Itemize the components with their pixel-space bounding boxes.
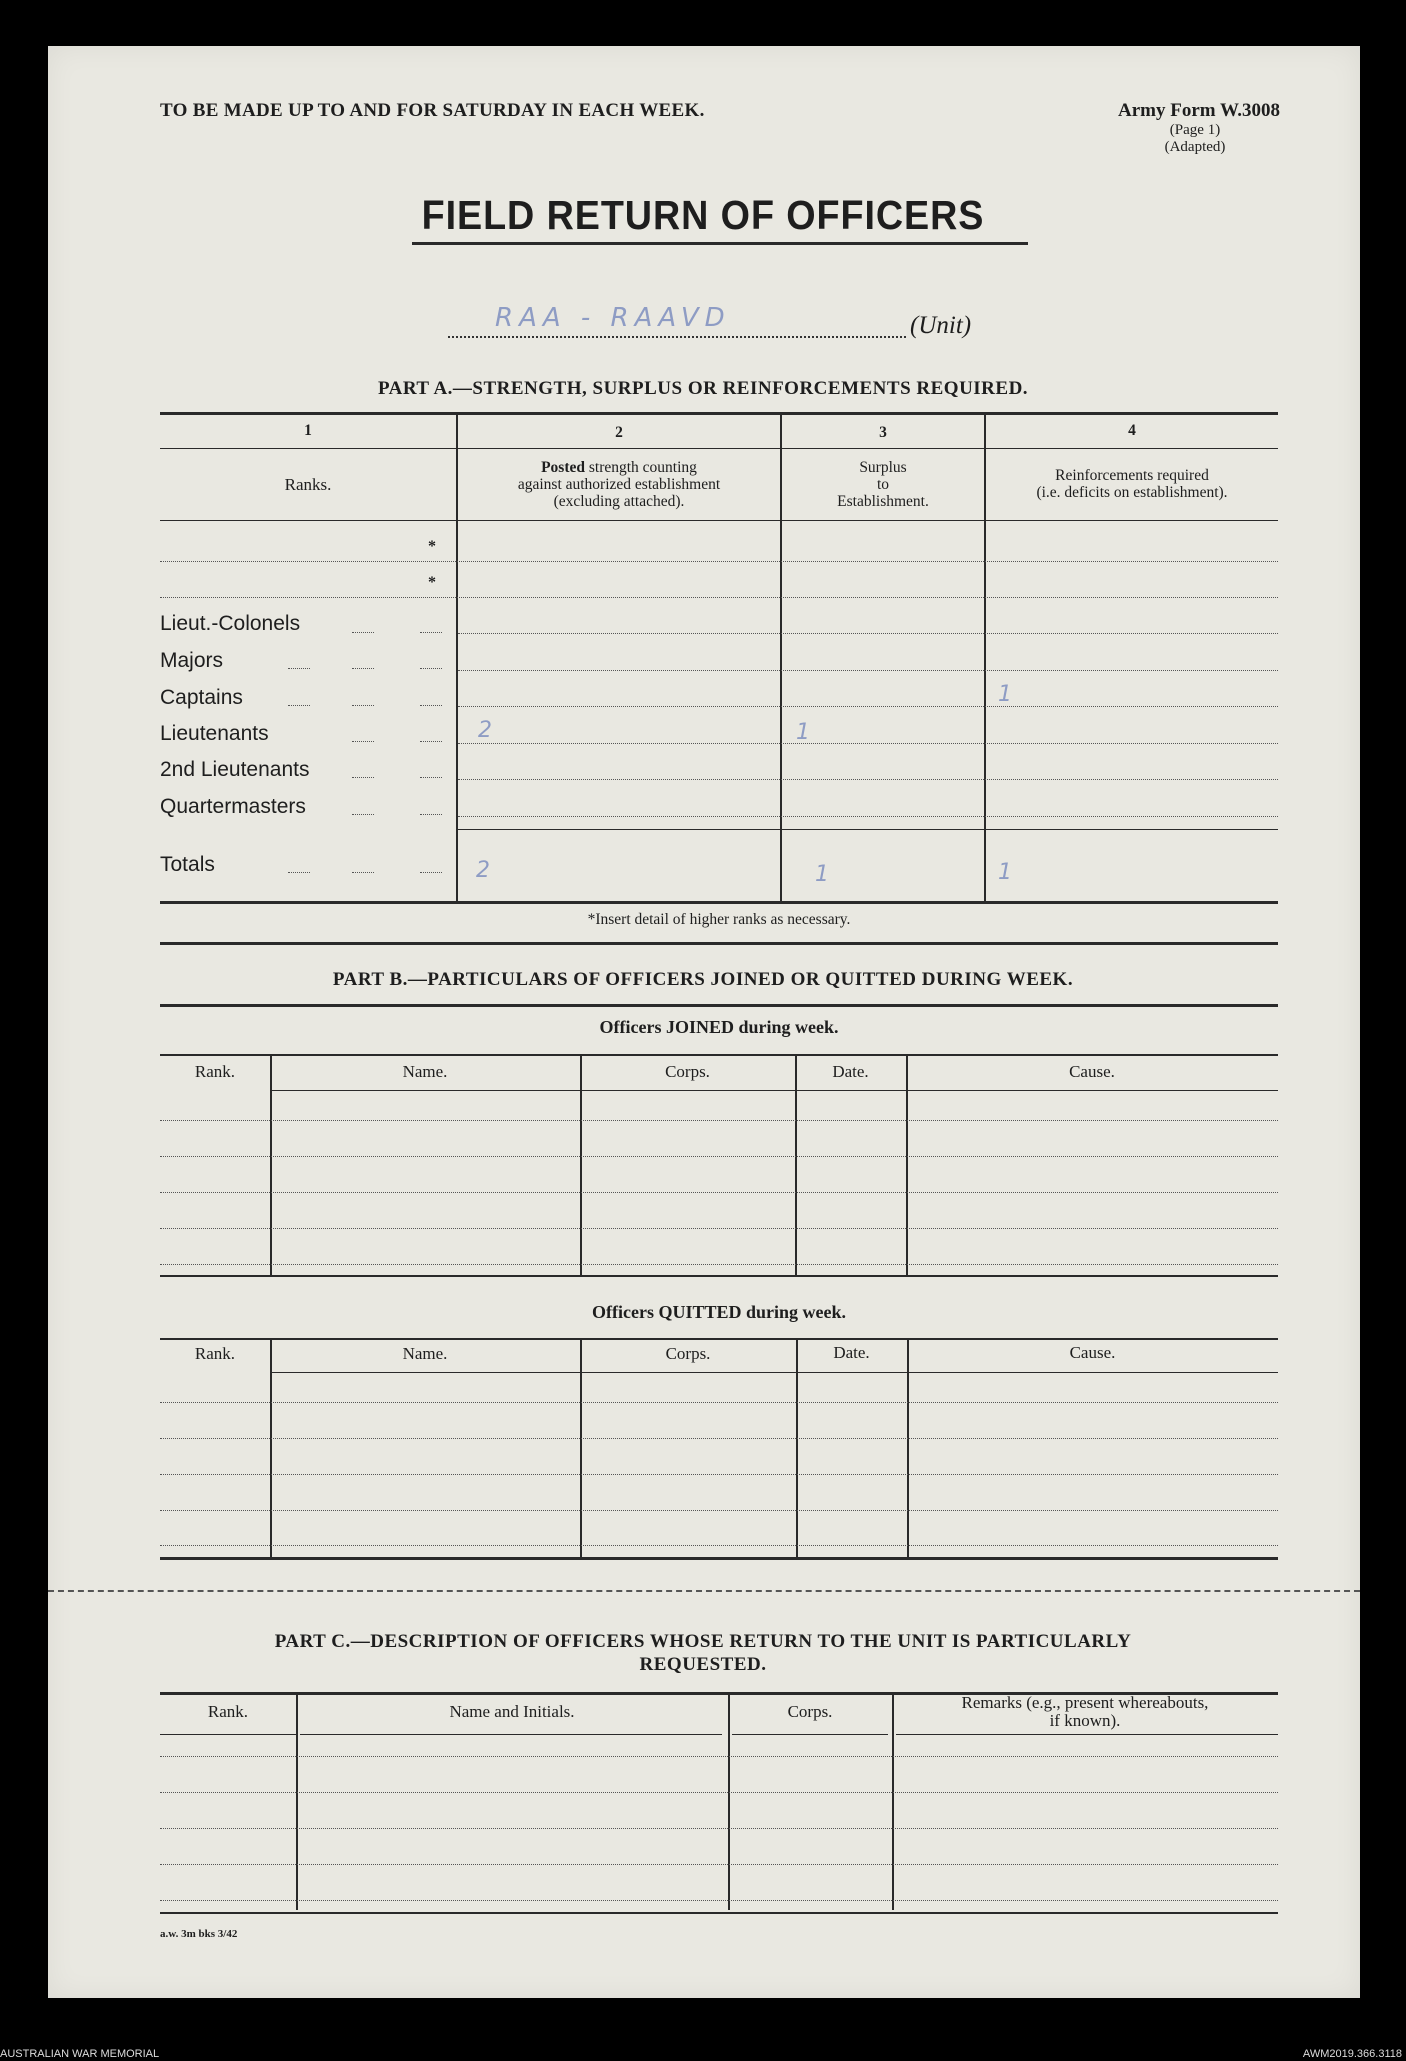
part-c-row-line xyxy=(160,1792,1278,1793)
page-title: FIELD RETURN OF OFFICERS xyxy=(421,192,985,238)
totals-label: Totals xyxy=(160,853,215,876)
part-c-col-remarks-line1: Remarks (e.g., present whereabouts, xyxy=(961,1693,1209,1712)
joined-divider xyxy=(580,1055,582,1275)
quitted-col-corps: Corps. xyxy=(665,1344,711,1363)
leader-dots xyxy=(352,872,374,873)
rank-label: Lieutenants xyxy=(160,722,269,745)
print-code: a.w. 3m bks 3/42 xyxy=(160,1928,238,1940)
quitted-row-line xyxy=(160,1510,1278,1511)
leader-dots xyxy=(352,668,374,669)
quitted-col-rank: Rank. xyxy=(194,1344,236,1363)
part-a-row-line xyxy=(458,743,1278,744)
joined-row-line xyxy=(160,1156,1278,1157)
part-a-row-line xyxy=(160,597,1278,598)
posted-header-rest: strength counting xyxy=(584,459,697,476)
leader-dots xyxy=(420,814,442,815)
quitted-row-line xyxy=(160,1545,1278,1546)
leader-dots xyxy=(288,872,310,873)
page-label: (Page 1) xyxy=(1169,122,1221,138)
quitted-row-line xyxy=(160,1438,1278,1439)
lieutenants-posted-value: 2 xyxy=(478,718,492,743)
part-c-head-rule xyxy=(160,1734,296,1735)
part-c-title-line2: REQUESTED. xyxy=(639,1654,767,1675)
joined-divider xyxy=(270,1055,272,1275)
surplus-header-line1: Surplus xyxy=(859,459,907,476)
leader-dots xyxy=(420,741,442,742)
joined-col-name: Name. xyxy=(402,1062,448,1081)
leader-dots xyxy=(420,872,442,873)
reinforcements-header xyxy=(986,467,1278,501)
quitted-col-date: Date. xyxy=(833,1343,870,1362)
joined-top-rule xyxy=(160,1054,1278,1056)
rank-label: Captains xyxy=(160,686,243,709)
joined-bottom-rule xyxy=(160,1275,1278,1277)
totals-reinforcements-value: 1 xyxy=(998,860,1012,885)
footer-institution: AUSTRALIAN WAR MEMORIAL xyxy=(0,2048,160,2060)
joined-row-line xyxy=(160,1228,1278,1229)
part-c-row-line xyxy=(160,1900,1278,1901)
col-number-4: 4 xyxy=(1128,422,1136,439)
quitted-top-rule xyxy=(160,1338,1278,1340)
surplus-header-line2: to xyxy=(876,476,890,493)
totals-posted-value: 2 xyxy=(476,858,490,883)
joined-col-cause: Cause. xyxy=(1069,1062,1115,1081)
leader-dots xyxy=(352,814,374,815)
joined-head-rule xyxy=(270,1090,1278,1091)
lieutenants-surplus-value: 1 xyxy=(796,720,810,745)
part-a-top-rule xyxy=(160,412,1278,415)
captains-reinforcements-value: 1 xyxy=(998,682,1012,707)
leader-dots xyxy=(288,668,310,669)
part-a-row-line xyxy=(458,816,1278,817)
quitted-title: Officers QUITTED during week. xyxy=(592,1302,846,1322)
quitted-row-line xyxy=(160,1402,1278,1403)
ranks-header: Ranks. xyxy=(284,475,332,494)
part-b-title: PART B.—PARTICULARS OF OFFICERS JOINED OR QUITTED DURING WEEK. xyxy=(332,969,1074,990)
posted-header-line1 xyxy=(458,459,780,476)
part-c-col-rank: Rank. xyxy=(207,1702,249,1721)
part-a-bottom-rule xyxy=(160,901,1278,904)
title-underline xyxy=(412,242,1028,245)
quitted-row-line xyxy=(160,1474,1278,1475)
leader-dots xyxy=(420,668,442,669)
quitted-col-cause: Cause. xyxy=(1069,1343,1116,1362)
reinforcements-header-line1: Reinforcements required xyxy=(1055,467,1209,484)
col-number-1: 1 xyxy=(304,422,312,439)
col-number-2: 2 xyxy=(615,424,623,441)
part-c-row-line xyxy=(160,1864,1278,1865)
higher-rank-star-1: * xyxy=(428,538,436,555)
quitted-col-name: Name. xyxy=(402,1344,448,1363)
totals-surplus-value: 1 xyxy=(815,862,829,887)
joined-row-line xyxy=(160,1192,1278,1193)
part-c-col-corps: Corps. xyxy=(787,1702,833,1721)
part-a-totals-rule xyxy=(458,829,1278,830)
joined-col-date: Date. xyxy=(832,1062,869,1081)
rank-label: Lieut.-Colonels xyxy=(160,612,301,635)
form-number-block xyxy=(1050,100,1280,156)
quitted-bottom-rule xyxy=(160,1557,1278,1560)
part-a-head-rule xyxy=(160,520,1278,521)
joined-title: Officers JOINED during week. xyxy=(599,1017,839,1037)
quitted-head-rule xyxy=(270,1372,1278,1373)
higher-rank-star-2: * xyxy=(428,574,436,591)
col-number-3: 3 xyxy=(879,424,887,441)
reinforcements-header-line2: (i.e. deficits on establishment). xyxy=(1036,484,1228,501)
part-a-row-line xyxy=(458,670,1278,671)
part-c-title-line1: PART C.—DESCRIPTION OF OFFICERS WHOSE RETURN TO THE UNIT IS PARTICULARLY xyxy=(274,1631,1132,1652)
joined-row-line xyxy=(160,1120,1278,1121)
rank-label: Majors xyxy=(160,649,224,672)
part-a-footnote: *Insert detail of higher ranks as necessary. xyxy=(587,911,851,928)
leader-dots xyxy=(352,632,374,633)
instruction-text: TO BE MADE UP TO AND FOR SATURDAY IN EACH WEEK. xyxy=(160,100,705,121)
adapted-label: (Adapted) xyxy=(1164,139,1226,155)
part-a-row-line xyxy=(458,706,1278,707)
unit-handwritten: RAA - RAAVD xyxy=(495,303,731,333)
joined-col-rank: Rank. xyxy=(194,1062,236,1081)
leader-dots xyxy=(352,741,374,742)
posted-header-bold: Posted xyxy=(541,459,585,476)
posted-header xyxy=(458,459,780,510)
posted-header-line2: against authorized establishment xyxy=(517,476,721,493)
leader-dots xyxy=(420,777,442,778)
part-a-row-line xyxy=(458,779,1278,780)
part-c-bottom-rule xyxy=(160,1912,1278,1914)
footer-accession: AWM2019.366.3118 xyxy=(1302,2048,1402,2060)
joined-row-line xyxy=(160,1264,1278,1265)
joined-divider xyxy=(906,1055,908,1275)
part-c-head-rule xyxy=(732,1734,888,1735)
rank-label: 2nd Lieutenants xyxy=(160,758,310,781)
part-a-footnote-rule xyxy=(160,942,1278,945)
rank-label: Quartermasters xyxy=(160,795,306,818)
part-a-num-rule xyxy=(160,448,1278,449)
leader-dots xyxy=(420,705,442,706)
part-c-divider xyxy=(296,1694,298,1910)
part-c-row-line xyxy=(160,1756,1278,1757)
surplus-header xyxy=(782,459,984,510)
unit-label: (Unit) xyxy=(910,312,972,339)
part-c-head-rule xyxy=(300,1734,722,1735)
leader-dots xyxy=(288,705,310,706)
joined-col-corps: Corps. xyxy=(665,1062,710,1081)
surplus-header-line3: Establishment. xyxy=(837,493,929,510)
unit-field-line xyxy=(448,334,906,338)
posted-header-line3: (excluding attached). xyxy=(553,493,685,510)
part-a-title: PART A.—STRENGTH, SURPLUS OR REINFORCEMENTS REQUIRED. xyxy=(377,378,1029,399)
part-b-top-rule xyxy=(160,1004,1278,1007)
form-number: Army Form W.3008 xyxy=(1117,100,1280,121)
part-a-row-line xyxy=(458,633,1278,634)
leader-dots xyxy=(352,705,374,706)
part-c-col-remarks-line2: if known). xyxy=(1049,1711,1121,1730)
part-c-head-rule xyxy=(896,1734,1278,1735)
leader-dots xyxy=(352,777,374,778)
part-c-row-line xyxy=(160,1828,1278,1829)
part-c-col-remarks xyxy=(892,1694,1278,1730)
part-c-divider xyxy=(728,1694,730,1910)
joined-divider xyxy=(795,1055,797,1275)
perforation-line xyxy=(48,1590,1360,1592)
part-a-row-line xyxy=(160,561,1278,562)
leader-dots xyxy=(420,632,442,633)
part-c-title xyxy=(120,1630,1286,1676)
part-c-col-name: Name and Initials. xyxy=(449,1702,575,1721)
